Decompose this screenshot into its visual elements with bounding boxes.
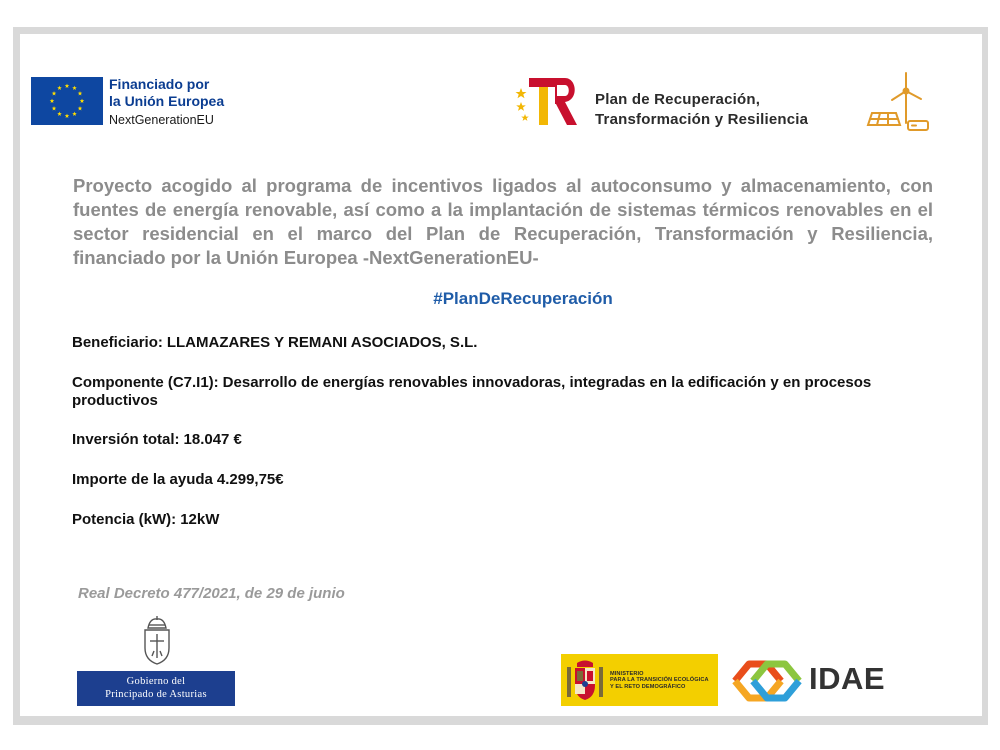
potencia-field — [72, 511, 932, 529]
eu-star — [72, 112, 77, 116]
importe-field — [72, 471, 932, 489]
eu-funding-text — [109, 76, 224, 129]
eu-line-3: NextGenerationEU — [109, 113, 214, 127]
plan-recuperacion-text — [595, 90, 808, 130]
eu-star — [80, 99, 85, 103]
potencia-value: 12kW — [180, 511, 220, 528]
asturias-logo-box — [77, 671, 235, 706]
wind-solar-icon — [866, 69, 930, 133]
importe-label: Importe de la ayuda — [72, 471, 213, 488]
eu-flag-icon — [31, 77, 103, 125]
plan-line-2: Transformación y Resiliencia — [595, 111, 809, 128]
asturias-line-1: Gobierno del — [126, 676, 186, 687]
eu-star — [57, 86, 62, 90]
asturias-crest-icon — [140, 616, 174, 666]
beneficiario-label: Beneficiario: — [72, 334, 163, 351]
componente-field — [72, 374, 932, 410]
ministry-text — [610, 671, 709, 690]
eu-line-2: la Unión Europea — [109, 93, 225, 109]
idae-mark-icon — [731, 656, 803, 706]
eu-star — [65, 114, 70, 118]
eu-star — [72, 86, 77, 90]
plan-line-1: Plan de Recuperación, — [595, 91, 761, 108]
intro-paragraph: Proyecto acogido al programa de incentivos ligados al autoconsumo y almacenamiento, con fuentes de energía renovable, así como a la implantación de sistemas térmicos renovables en el sector residencial en el marco del Plan de Recuperación, Transformación y Resiliencia, financiado por la Unión Europea -NextGenerationEU- — [73, 175, 933, 268]
eu-line-1: Financiado por — [109, 76, 210, 92]
spain-coat-of-arms-icon — [566, 659, 604, 701]
importe-value: 4.299,75€ — [216, 471, 284, 488]
eu-star — [78, 91, 83, 95]
eu-star — [52, 106, 57, 110]
ministry-line-1: MINISTERIO — [610, 671, 644, 677]
ministry-line-3: Y EL RETO DEMOGRÁFICO — [610, 683, 686, 690]
inversion-label: Inversión total: — [72, 431, 180, 448]
eu-star — [78, 106, 83, 110]
componente-value: Desarrollo de energías renovables innovadoras, integradas en la edificación y en procesos productivos — [72, 374, 872, 409]
inversion-field — [72, 431, 932, 449]
tr-logo-icon — [515, 76, 585, 128]
beneficiario-value: LLAMAZARES Y REMANI ASOCIADOS, S.L. — [166, 334, 478, 351]
ministry-logo — [561, 654, 718, 706]
componente-label: Componente (C7.I1): — [72, 374, 219, 391]
eu-star — [52, 91, 57, 95]
beneficiario-field — [72, 334, 932, 352]
inversion-value: 18.047 € — [183, 431, 242, 448]
eu-star — [50, 99, 55, 103]
eu-star — [65, 84, 70, 88]
potencia-label: Potencia (kW): — [72, 511, 177, 528]
asturias-line-2: Principado de Asturias — [105, 689, 207, 700]
ministry-line-2: PARA LA TRANSICIÓN ECOLÓGICA — [610, 677, 709, 684]
idae-wordmark: IDAE — [809, 661, 886, 696]
eu-star — [57, 112, 62, 116]
hashtag: #PlanDeRecuperación — [433, 289, 613, 308]
decree-reference: Real Decreto 477/2021, de 29 de junio — [78, 585, 345, 602]
